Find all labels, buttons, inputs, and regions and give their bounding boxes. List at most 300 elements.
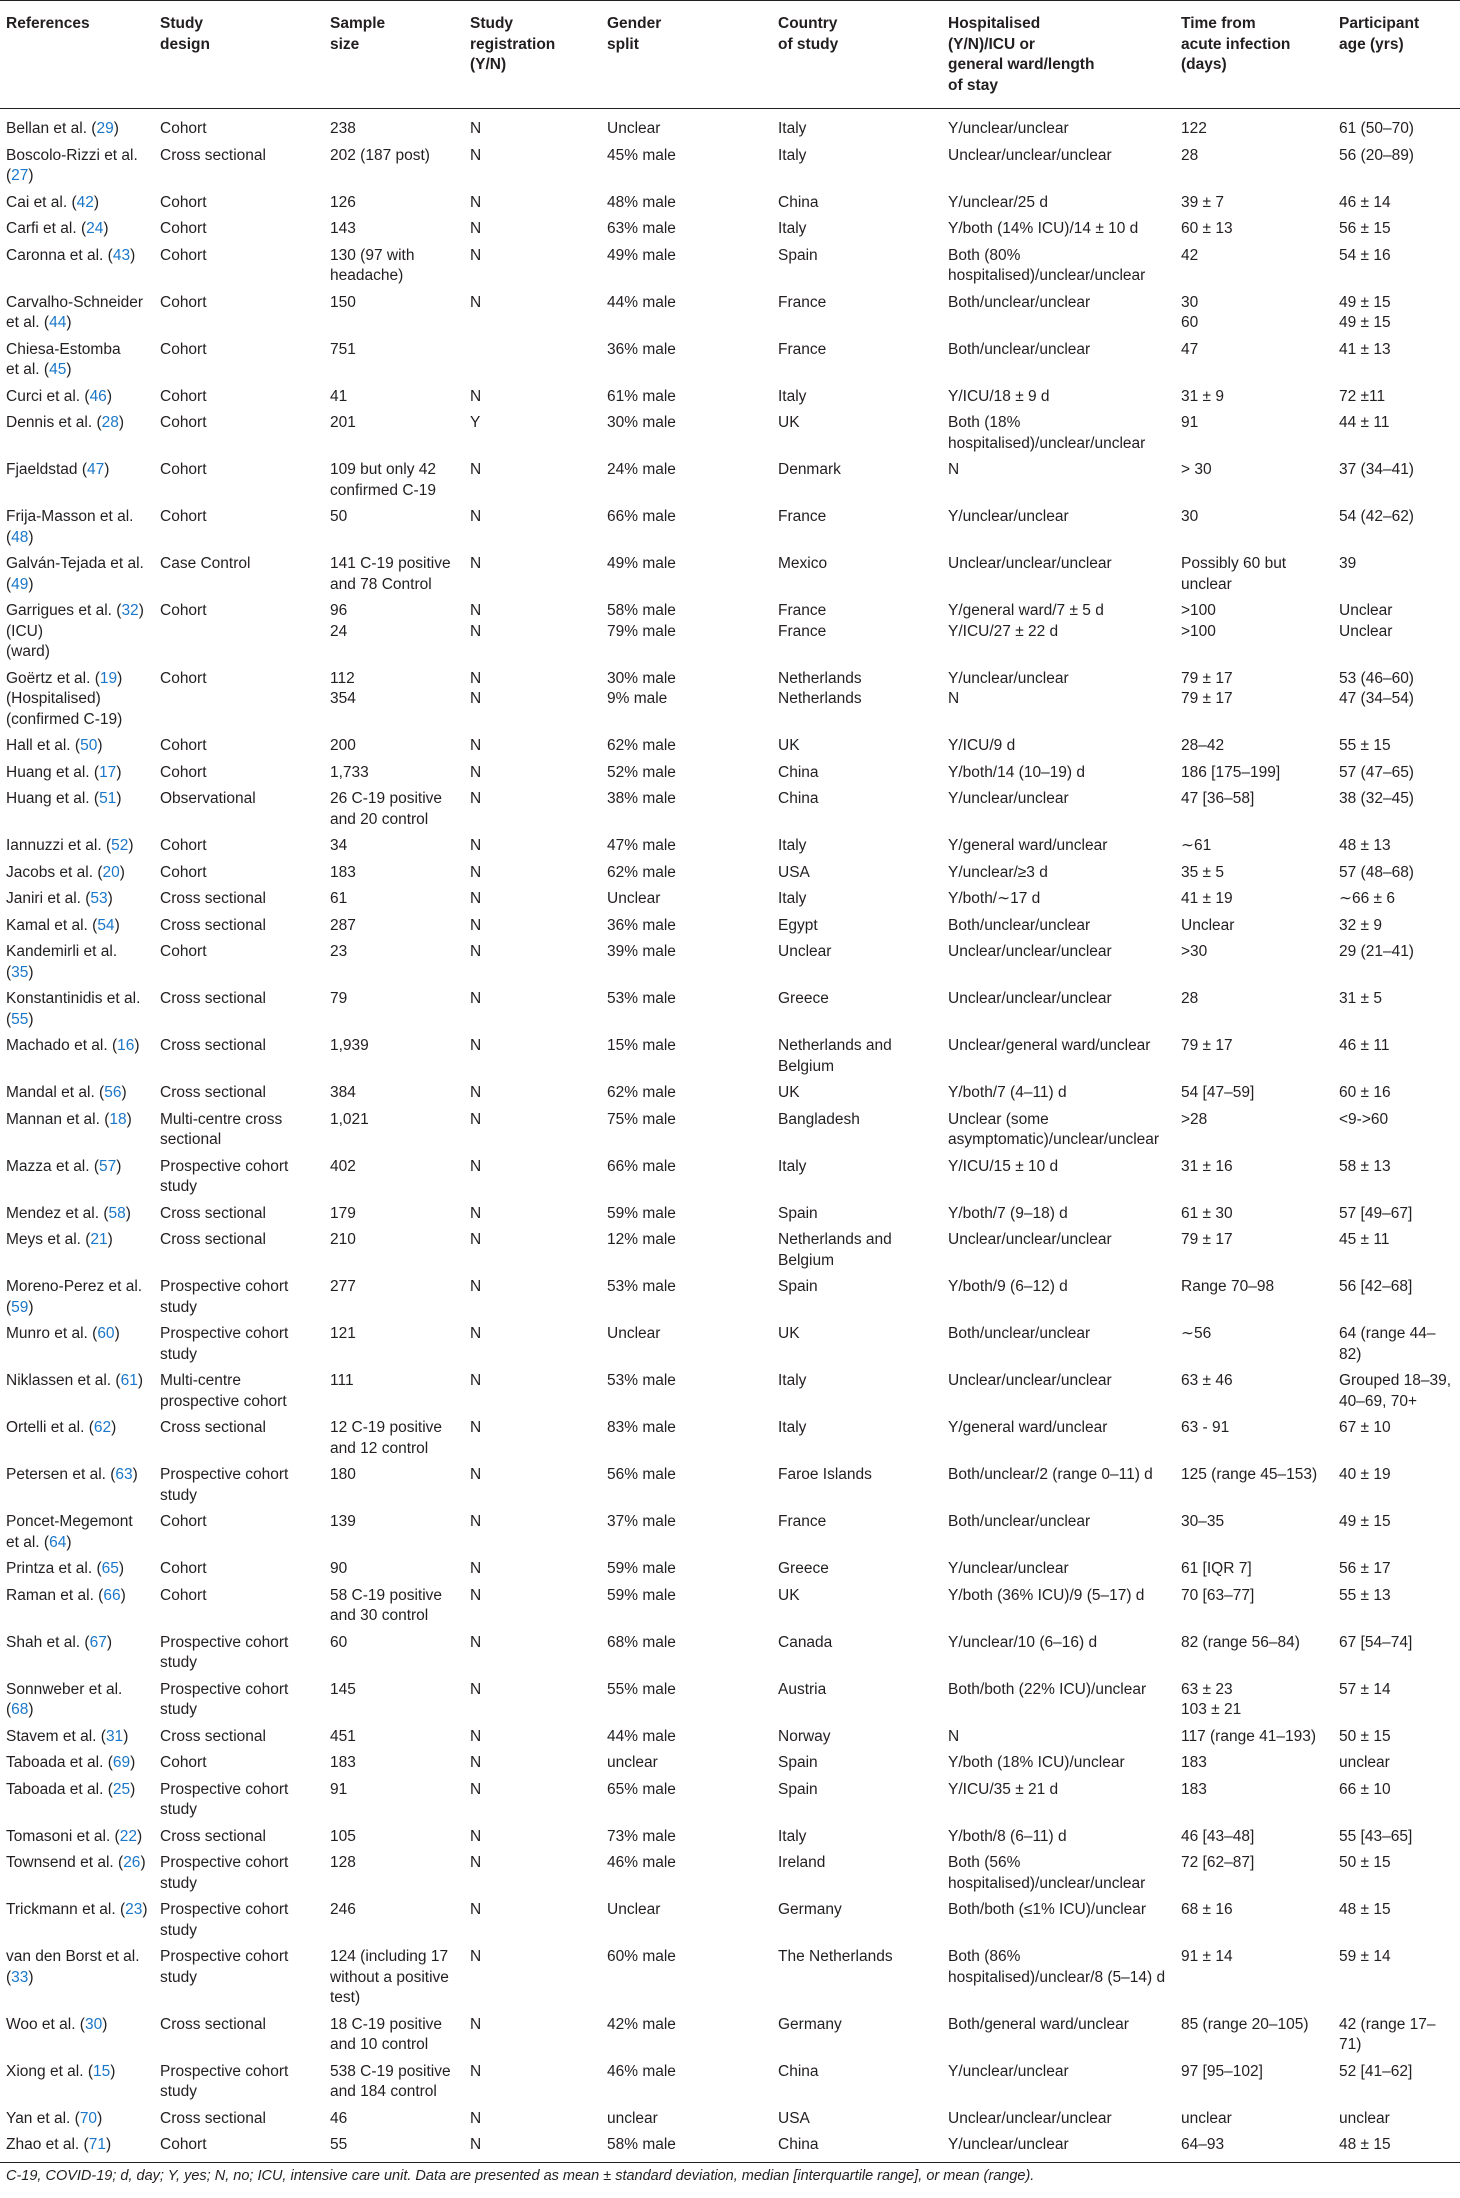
- reference-number-link[interactable]: 30: [84, 2015, 103, 2033]
- reference-number-link[interactable]: 31: [105, 1727, 124, 1745]
- cell-country-of-study: Italy: [778, 890, 807, 907]
- column-header-country-of-study: Country of study: [772, 1, 942, 109]
- reference-cell: [0, 1227, 154, 1274]
- cell-sample-size: 1,021: [330, 1110, 369, 1128]
- cell-study-registration: N: [470, 1278, 482, 1295]
- cell-participant-age: 38 (32–45): [1339, 790, 1414, 807]
- cell-time-from-acute-infection: 186 [175–199]: [1181, 763, 1281, 781]
- cell-country-of-study: UK: [778, 1325, 800, 1342]
- cell-country-of-study: Norway: [778, 1727, 831, 1745]
- cell-gender-split: 59% male: [607, 1586, 676, 1604]
- cell-study-registration: Y: [470, 414, 481, 431]
- table-row: [0, 833, 1460, 860]
- cell-country-of-study: France: [778, 508, 827, 525]
- cell-participant-age: 50 ± 15: [1339, 1727, 1391, 1745]
- cell-study-registration: N: [470, 837, 482, 854]
- reference-close-paren: ): [107, 890, 113, 907]
- cell-participant-age: 57 ± 14: [1339, 1680, 1391, 1698]
- table-row: [0, 337, 1460, 384]
- reference-author: Townsend et al. (: [6, 1854, 124, 1871]
- reference-close-paren: ): [130, 1754, 136, 1771]
- reference-close-paren: ): [106, 387, 112, 405]
- cell-hospitalised: Unclear/unclear/unclear: [948, 990, 1112, 1007]
- cell-study-registration: N: [470, 1372, 482, 1389]
- cell-participant-age: Unclear Unclear: [1339, 602, 1393, 640]
- cell-country-of-study: Unclear: [778, 943, 832, 960]
- cell-time-from-acute-infection: 85 (range 20–105): [1181, 2015, 1309, 2033]
- table-row: [0, 913, 1460, 940]
- table-row: [0, 551, 1460, 598]
- cell-hospitalised: N: [948, 461, 960, 478]
- column-header-participant-age: Participant age (yrs): [1333, 1, 1460, 109]
- column-header-study-registration: Study registration (Y/N): [464, 1, 601, 109]
- cell-gender-split: 63% male: [607, 220, 676, 237]
- cell-study-design: Multi-centre cross sectional: [160, 1110, 283, 1148]
- reference-cell: [0, 786, 154, 833]
- column-header-hospitalised: Hospitalised (Y/N)/ICU or general ward/length of stay: [942, 1, 1175, 109]
- cell-sample-size: 200: [330, 737, 356, 754]
- table-row: [0, 1080, 1460, 1107]
- reference-number-link[interactable]: 27: [11, 167, 29, 184]
- reference-cell: [0, 143, 154, 190]
- cell-participant-age: 56 ± 15: [1339, 220, 1391, 237]
- reference-cell: [0, 551, 154, 598]
- reference-number-link[interactable]: 71: [88, 2136, 106, 2153]
- reference-close-paren: ): [136, 1827, 143, 1845]
- reference-number-link[interactable]: 43: [112, 246, 131, 264]
- reference-close-paren: ): [137, 1372, 143, 1389]
- cell-hospitalised: Y/unclear/unclear: [942, 2132, 1175, 2162]
- cell-gender-split: 62% male: [607, 863, 676, 881]
- reference-author: Mannan et al. (: [6, 1110, 110, 1128]
- cell-country-of-study: Austria: [778, 1680, 827, 1698]
- reference-close-paren: ): [138, 602, 144, 619]
- cell-gender-split: 15% male: [607, 1037, 676, 1054]
- cell-country-of-study: France: [778, 1513, 827, 1530]
- cell-participant-age: 59 ± 14: [1339, 1948, 1391, 1965]
- cell-sample-size: 109 but only 42 confirmed C-19: [330, 461, 437, 499]
- cell-gender-split: 62% male: [607, 1084, 676, 1101]
- cell-participant-age: 67 [54–74]: [1339, 1633, 1413, 1651]
- cell-study-design: Cross sectional: [160, 1727, 266, 1745]
- cell-study-registration: N: [470, 1633, 482, 1651]
- cell-participant-age: 42 (range 17–71): [1339, 2015, 1436, 2053]
- reference-close-paren: ): [110, 2062, 116, 2080]
- reference-cell: [0, 1777, 154, 1824]
- reference-cell: [0, 1850, 154, 1897]
- cell-country-of-study: China: [778, 193, 819, 211]
- table-row: [0, 1107, 1460, 1154]
- reference-author: Garrigues et al. (: [6, 602, 122, 619]
- reference-number-link[interactable]: 70: [79, 2109, 98, 2127]
- reference-close-paren: ): [28, 1701, 34, 1718]
- cell-study-design: Cohort: [160, 737, 207, 754]
- reference-close-paren: ): [132, 1466, 138, 1483]
- cell-country-of-study: Italy: [778, 146, 807, 164]
- reference-cell: [0, 598, 154, 666]
- cell-hospitalised: Y/ICU/18 ± 9 d: [948, 387, 1050, 405]
- reference-number-link[interactable]: 56: [104, 1084, 122, 1101]
- cell-time-from-acute-infection: 72 [62–87]: [1181, 1854, 1255, 1871]
- cell-hospitalised: Y/general ward/7 ± 5 d Y/ICU/27 ± 22 d: [948, 602, 1104, 640]
- reference-number-link[interactable]: 32: [121, 602, 139, 619]
- reference-cell: [0, 1556, 154, 1583]
- reference-author: Caronna et al. (: [6, 246, 113, 264]
- cell-hospitalised: Y/unclear/unclear: [948, 2062, 1069, 2080]
- cell-hospitalised: Y/general ward/unclear: [948, 1419, 1108, 1436]
- cell-time-from-acute-infection: 47: [1181, 340, 1199, 358]
- cell-gender-split: 75% male: [607, 1110, 676, 1128]
- reference-author: Curci et al. (: [6, 387, 90, 405]
- cell-participant-age: 64 (range 44–82): [1339, 1325, 1436, 1363]
- reference-number-link[interactable]: 66: [103, 1586, 121, 1604]
- cell-gender-split: 42% male: [607, 2015, 676, 2033]
- reference-cell: [0, 860, 154, 887]
- reference-cell: [0, 1724, 154, 1751]
- cell-study-registration: N: [470, 1037, 482, 1054]
- cell-sample-size: 238: [330, 120, 356, 137]
- cell-time-from-acute-infection: 97 [95–102]: [1181, 2062, 1263, 2080]
- table-row: [0, 216, 1460, 243]
- cell-gender-split: 39% male: [607, 943, 676, 960]
- reference-cell: [0, 1201, 154, 1228]
- cell-time-from-acute-infection: > 30: [1181, 461, 1212, 478]
- table-header: [0, 1, 1460, 109]
- reference-number-link[interactable]: 63: [115, 1466, 133, 1483]
- cell-participant-age: 29 (21–41): [1339, 943, 1414, 960]
- cell-hospitalised: Y/both/∼17 d: [948, 890, 1041, 907]
- cell-country-of-study: France France: [778, 602, 827, 640]
- reference-number-link[interactable]: 54: [97, 916, 115, 934]
- cell-gender-split: 62% male: [607, 737, 676, 754]
- cell-hospitalised: Y/both/8 (6–11) d: [948, 1827, 1067, 1845]
- cell-country-of-study: Bangladesh: [778, 1110, 860, 1128]
- cell-country-of-study: Faroe Islands: [778, 1466, 872, 1483]
- reference-author: Boscolo-Rizzi et al. (: [6, 146, 138, 184]
- reference-author: Huang et al. (: [6, 790, 100, 807]
- cell-country-of-study: Italy: [778, 1419, 807, 1436]
- table-body: [0, 109, 1460, 2163]
- reference-cell: [0, 1033, 154, 1080]
- cell-country-of-study: UK: [778, 1084, 800, 1101]
- cell-study-design: Prospective cohort study: [160, 1680, 289, 1718]
- cell-participant-age: 52 [41–62]: [1339, 2062, 1413, 2080]
- reference-author: Goërtz et al. (: [6, 669, 100, 687]
- cell-sample-size: 60: [330, 1633, 348, 1651]
- cell-hospitalised: Y/unclear/25 d: [948, 193, 1048, 211]
- cell-study-design: Cohort: [154, 2132, 324, 2162]
- reference-number-link[interactable]: 17: [99, 763, 117, 781]
- reference-number-link[interactable]: 26: [123, 1854, 141, 1871]
- cell-sample-size: 150: [330, 293, 356, 311]
- reference-number-link[interactable]: 60: [97, 1325, 115, 1342]
- cell-gender-split: 58% male: [601, 2132, 772, 2162]
- reference-cell: [0, 733, 154, 760]
- cell-time-from-acute-infection: 117 (range 41–193): [1181, 1727, 1317, 1745]
- cell-participant-age: 56 [42–68]: [1339, 1278, 1413, 1295]
- cell-time-from-acute-infection: ∼56: [1181, 1325, 1212, 1342]
- reference-cell: [0, 760, 154, 787]
- cell-gender-split: 53% male: [607, 1372, 676, 1389]
- cell-hospitalised: Y/both/14 (10–19) d: [948, 763, 1086, 781]
- reference-author: Mendez et al. (: [6, 1204, 109, 1222]
- cell-hospitalised: Both/both (≤1% ICU)/unclear: [948, 1901, 1147, 1918]
- cell-gender-split: 52% male: [607, 763, 676, 781]
- reference-number-link[interactable]: 24: [86, 220, 104, 237]
- reference-author: Mazza et al. (: [6, 1157, 100, 1175]
- cell-study-design: Cross sectional: [160, 2109, 266, 2127]
- cell-study-design: Cohort: [160, 387, 207, 405]
- reference-number-link[interactable]: 51: [99, 790, 117, 807]
- table-row: [0, 143, 1460, 190]
- reference-author: Shah et al. (: [6, 1633, 90, 1651]
- reference-number-link[interactable]: 28: [101, 414, 119, 431]
- reference-number-link[interactable]: 45: [49, 361, 67, 378]
- reference-close-paren: ): [97, 2109, 103, 2127]
- cell-study-design: Cohort: [160, 763, 207, 781]
- reference-number-link[interactable]: 15: [93, 2062, 111, 2080]
- cell-time-from-acute-infection: >30: [1181, 943, 1208, 960]
- cell-participant-age: 54 (42–62): [1339, 508, 1414, 525]
- cell-time-from-acute-infection: 61 [IQR 7]: [1181, 1560, 1252, 1577]
- reference-close-paren: ): [97, 737, 103, 754]
- cell-sample-size: 538 C-19 positive and 184 control: [330, 2062, 451, 2100]
- cell-study-registration: N: [470, 2109, 482, 2127]
- cell-hospitalised: Unclear/unclear/unclear: [948, 943, 1112, 960]
- cell-study-design: Cross sectional: [160, 990, 266, 1007]
- reference-number-link[interactable]: 64: [49, 1533, 67, 1551]
- reference-author: van den Borst et al. (: [6, 1948, 140, 1986]
- reference-author: Iannuzzi et al. (: [6, 837, 112, 854]
- reference-close-paren: ): [113, 120, 119, 137]
- cell-gender-split: 66% male: [607, 1157, 676, 1175]
- reference-cell: [0, 290, 154, 337]
- table-footnote: C-19, COVID-19; d, day; Y, yes; N, no; ICU, intensive care unit. Data are presented as mean ± standard deviation, median [interquartile range], or mean (range).: [6, 2168, 1035, 2184]
- reference-cell: [0, 833, 154, 860]
- reference-number-link[interactable]: 23: [125, 1901, 143, 1918]
- cell-hospitalised: Y/both/9 (6–12) d: [948, 1278, 1068, 1295]
- reference-close-paren: ): [111, 1419, 117, 1436]
- cell-study-registration: N: [470, 1680, 482, 1698]
- reference-cell: [0, 243, 154, 290]
- cell-sample-size: 384: [330, 1084, 356, 1101]
- reference-close-paren: ): [28, 1968, 34, 1986]
- cell-sample-size: 145: [330, 1680, 356, 1698]
- reference-close-paren: ): [114, 916, 120, 934]
- cell-participant-age: <9->60: [1339, 1110, 1389, 1128]
- cell-participant-age: 57 (47–65): [1339, 763, 1414, 781]
- reference-author: Petersen et al. (: [6, 1466, 116, 1483]
- reference-author: Raman et al. (: [6, 1586, 104, 1604]
- cell-sample-size: 183: [330, 1754, 356, 1771]
- cell-country-of-study: France: [778, 340, 827, 358]
- cell-gender-split: 36% male: [607, 340, 676, 358]
- cell-participant-age: unclear: [1339, 1754, 1390, 1771]
- reference-author: Konstantinidis et al. (: [6, 990, 141, 1028]
- cell-study-registration: N: [470, 387, 482, 405]
- reference-number-link[interactable]: 42: [76, 193, 94, 211]
- cell-gender-split: 49% male: [607, 246, 676, 264]
- cell-country-of-study: Italy: [778, 220, 807, 237]
- cell-participant-age: 50 ± 15: [1339, 1854, 1391, 1871]
- table-row: [0, 457, 1460, 504]
- cell-hospitalised: Y/ICU/15 ± 10 d: [948, 1157, 1059, 1175]
- cell-sample-size: 34: [330, 837, 348, 854]
- cell-study-registration: [464, 337, 601, 384]
- cell-gender-split: 65% male: [607, 1780, 676, 1798]
- reference-cell: [0, 913, 154, 940]
- table-row: [0, 1201, 1460, 1228]
- cell-study-registration: N N: [470, 602, 482, 640]
- reference-author: Huang et al. (: [6, 763, 100, 781]
- cell-participant-age: 31 ± 5: [1339, 990, 1382, 1007]
- table-row: [0, 2106, 1460, 2133]
- reference-close-paren: ): [134, 1037, 140, 1054]
- cell-study-registration: N: [470, 737, 482, 754]
- cell-gender-split: 38% male: [607, 790, 676, 807]
- reference-number-link[interactable]: 20: [102, 863, 120, 881]
- reference-cell: [0, 1080, 154, 1107]
- table-row: [0, 1944, 1460, 2012]
- cell-time-from-acute-infection: 63 - 91: [1181, 1419, 1230, 1436]
- reference-cell: [0, 986, 154, 1033]
- reference-number-link[interactable]: 49: [11, 575, 29, 593]
- reference-cell: [0, 457, 154, 504]
- cell-participant-age: 53 (46–60) 47 (34–54): [1339, 669, 1414, 707]
- cell-participant-age: 46 ± 14: [1339, 193, 1391, 211]
- cell-hospitalised: Y/both (14% ICU)/14 ± 10 d: [948, 220, 1139, 237]
- cell-study-registration: N: [470, 990, 482, 1007]
- reference-number-link[interactable]: 25: [112, 1780, 131, 1798]
- cell-study-registration: N: [470, 1586, 482, 1604]
- table-row: [0, 109, 1460, 143]
- cell-sample-size: 210: [330, 1231, 356, 1248]
- cell-study-registration: N: [470, 1901, 482, 1918]
- cell-country-of-study: Netherlands Netherlands: [778, 669, 862, 707]
- reference-close-paren: ): [105, 2136, 112, 2153]
- cell-hospitalised: Both/general ward/unclear: [948, 2015, 1129, 2033]
- reference-number-link[interactable]: 69: [112, 1754, 131, 1771]
- cell-hospitalised: Y/unclear/≥3 d: [948, 863, 1048, 881]
- cell-time-from-acute-infection: 68 ± 16: [1181, 1901, 1233, 1918]
- table-row: [0, 504, 1460, 551]
- cell-study-design: Cohort: [160, 602, 207, 619]
- table-row: [0, 666, 1460, 734]
- cell-study-registration: N: [470, 193, 482, 211]
- cell-participant-age: unclear: [1339, 2109, 1390, 2127]
- reference-number-link[interactable]: 33: [11, 1968, 29, 1986]
- reference-close-paren: ): [66, 1533, 72, 1551]
- cell-country-of-study: Spain: [778, 1204, 818, 1222]
- reference-number-link[interactable]: 50: [80, 737, 98, 754]
- cell-sample-size: 179: [330, 1204, 356, 1222]
- reference-author: Dennis et al. (: [6, 414, 102, 431]
- cell-study-registration: N: [470, 1854, 482, 1871]
- cell-study-design: Prospective cohort study: [160, 1278, 289, 1316]
- cell-gender-split: 59% male: [607, 1204, 676, 1222]
- reference-author: Galván-Tejada et al. (: [6, 555, 144, 593]
- reference-number-link[interactable]: 18: [109, 1110, 127, 1128]
- cell-study-design: Cohort: [160, 1586, 207, 1604]
- reference-number-link[interactable]: 62: [93, 1419, 112, 1436]
- table-row: [0, 886, 1460, 913]
- reference-number-link[interactable]: 35: [11, 963, 29, 981]
- reference-number-link[interactable]: 58: [108, 1204, 126, 1222]
- reference-number-link[interactable]: 46: [89, 387, 107, 405]
- cell-study-registration: N: [470, 763, 482, 781]
- cell-participant-age: 40 ± 19: [1339, 1466, 1391, 1483]
- reference-number-link[interactable]: 52: [111, 837, 129, 854]
- reference-number-link[interactable]: 16: [117, 1037, 135, 1054]
- reference-subgroup: (ICU) (ward): [6, 622, 50, 660]
- cell-participant-age: 46 ± 11: [1339, 1037, 1390, 1054]
- cell-study-design: Cohort: [160, 1560, 207, 1577]
- reference-number-link[interactable]: 53: [90, 890, 108, 907]
- cell-study-registration: N: [470, 220, 482, 237]
- cell-time-from-acute-infection: 28–42: [1181, 737, 1225, 754]
- cell-participant-age: 44 ± 11: [1339, 414, 1390, 431]
- reference-number-link[interactable]: 19: [99, 669, 118, 687]
- cell-country-of-study: Germany: [778, 2015, 842, 2033]
- table-row: [0, 1415, 1460, 1462]
- reference-number-link[interactable]: 59: [11, 1298, 29, 1316]
- cell-study-registration: N: [470, 890, 482, 907]
- reference-number-link[interactable]: 44: [49, 314, 67, 331]
- reference-number-link[interactable]: 61: [120, 1372, 138, 1389]
- cell-sample-size: 451: [330, 1727, 356, 1745]
- cell-study-registration: N: [470, 120, 482, 137]
- reference-cell: [0, 2059, 154, 2106]
- reference-number-link[interactable]: 68: [11, 1701, 29, 1718]
- cell-participant-age: 48 ± 15: [1339, 1901, 1391, 1918]
- cell-sample-size: 41: [330, 387, 348, 405]
- cell-country-of-study: Ireland: [778, 1854, 826, 1871]
- reference-number-link[interactable]: 55: [11, 1010, 29, 1028]
- cell-sample-size: 1,939: [330, 1037, 369, 1054]
- reference-cell: [0, 1944, 154, 2012]
- reference-number-link[interactable]: 22: [119, 1827, 137, 1845]
- cell-hospitalised: Y/both/7 (9–18) d: [948, 1204, 1068, 1222]
- reference-author: Machado et al. (: [6, 1037, 118, 1054]
- cell-country-of-study: UK: [778, 414, 800, 431]
- reference-cell: [0, 410, 154, 457]
- cell-country-of-study: UK: [778, 737, 800, 754]
- table-row: [0, 860, 1460, 887]
- reference-number-link[interactable]: 29: [96, 120, 114, 137]
- cell-participant-age: 72 ±11: [1339, 387, 1386, 405]
- reference-close-paren: ): [106, 1633, 112, 1651]
- reference-number-link[interactable]: 57: [99, 1157, 117, 1175]
- reference-number-link[interactable]: 65: [101, 1560, 119, 1577]
- reference-close-paren: ): [126, 1110, 132, 1128]
- reference-number-link[interactable]: 47: [86, 461, 105, 478]
- cell-country-of-study: France: [778, 293, 827, 311]
- cell-sample-size: 130 (97 with headache): [330, 246, 415, 284]
- reference-close-paren: ): [123, 1727, 129, 1745]
- reference-number-link[interactable]: 21: [90, 1231, 108, 1248]
- reference-number-link[interactable]: 67: [89, 1633, 107, 1651]
- cell-hospitalised: Both (18% hospitalised)/unclear/unclear: [948, 414, 1146, 452]
- reference-number-link[interactable]: 48: [11, 528, 29, 546]
- cell-participant-age: 57 [49–67]: [1339, 1204, 1413, 1222]
- cell-time-from-acute-infection: 42: [1181, 246, 1199, 264]
- cell-hospitalised: Y/both (36% ICU)/9 (5–17) d: [948, 1586, 1145, 1604]
- cell-country-of-study: Netherlands and Belgium: [778, 1231, 892, 1269]
- reference-cell: [0, 1583, 154, 1630]
- cell-study-registration: N: [470, 461, 482, 478]
- cell-time-from-acute-infection: 70 [63–77]: [1181, 1586, 1255, 1604]
- cell-sample-size: 55: [324, 2132, 464, 2162]
